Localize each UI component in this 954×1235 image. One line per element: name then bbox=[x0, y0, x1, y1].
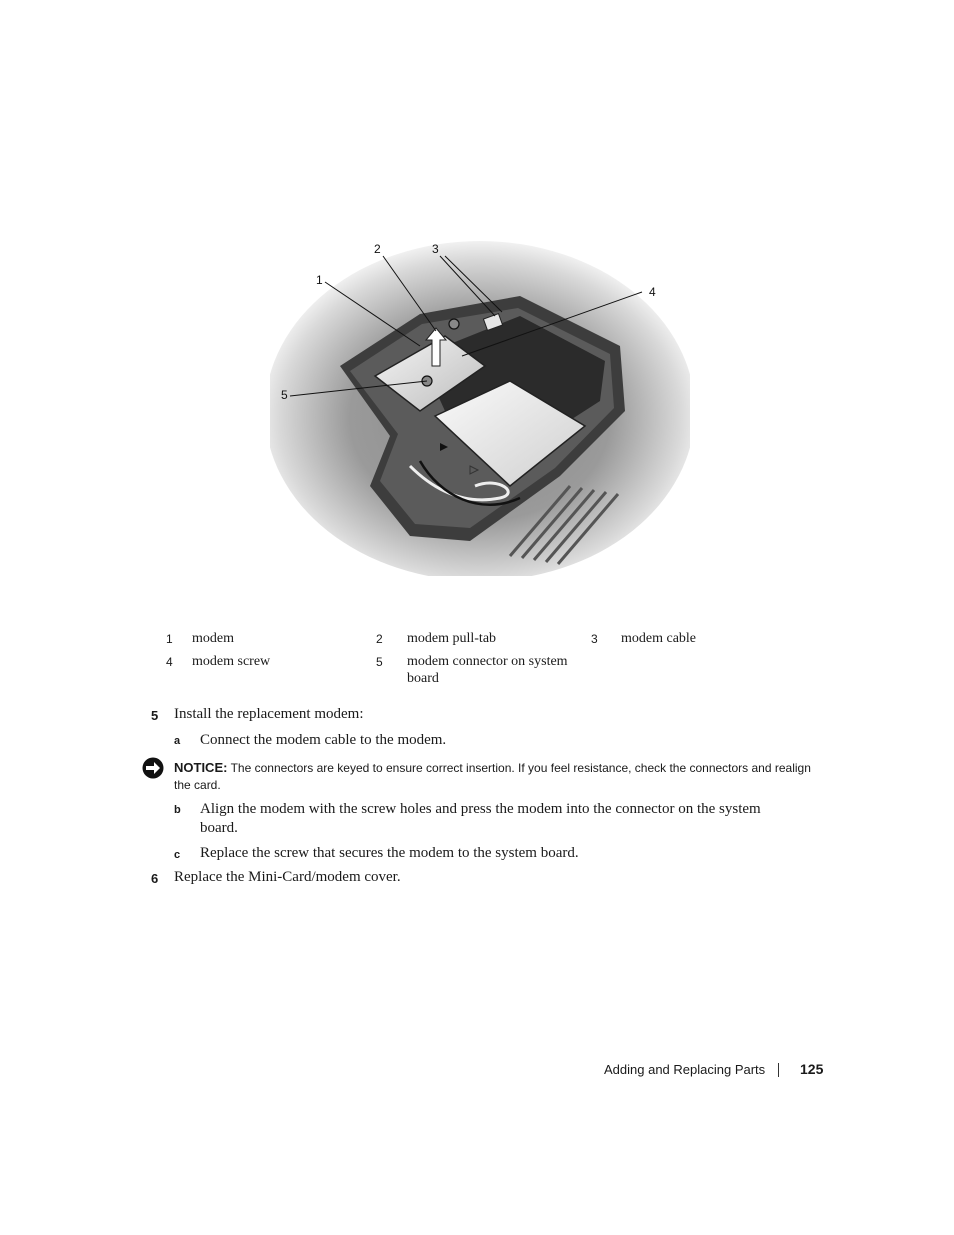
legend-num: 1 bbox=[166, 632, 173, 646]
legend-text: modem connector on system board bbox=[407, 654, 568, 686]
callout-1: 1 bbox=[316, 273, 323, 287]
substep-text: Connect the modem cable to the modem. bbox=[200, 732, 447, 748]
callout-5: 5 bbox=[281, 388, 288, 402]
callout-3: 3 bbox=[432, 242, 439, 256]
callout-4: 4 bbox=[649, 285, 656, 299]
substep-letter: b bbox=[174, 804, 181, 816]
legend-text: modem bbox=[192, 631, 234, 646]
step-text: Replace the Mini-Card/modem cover. bbox=[174, 869, 401, 885]
notice-icon bbox=[142, 757, 164, 779]
legend-num: 2 bbox=[376, 632, 383, 646]
modem-diagram bbox=[270, 236, 690, 576]
page-number: 125 bbox=[800, 1061, 824, 1077]
notice-block bbox=[174, 759, 814, 794]
legend-num: 5 bbox=[376, 655, 383, 669]
footer-divider bbox=[778, 1063, 779, 1077]
legend-num: 4 bbox=[166, 655, 173, 669]
substep-text: Replace the screw that secures the modem to the system board. bbox=[200, 845, 579, 861]
step-text: Install the replacement modem: bbox=[174, 706, 364, 722]
step-number: 6 bbox=[151, 871, 159, 886]
legend-text: modem screw bbox=[192, 654, 271, 669]
substep-letter: a bbox=[174, 735, 181, 747]
legend-text: modem pull-tab bbox=[407, 631, 497, 646]
substep-text: Align the modem with the screw holes and press the modem into the connector on the system board. bbox=[200, 801, 761, 836]
callout-2: 2 bbox=[374, 242, 381, 256]
notice-label: NOTICE: bbox=[174, 760, 228, 775]
step-number: 5 bbox=[151, 708, 159, 723]
modem-illustration bbox=[270, 236, 690, 576]
legend-text: modem cable bbox=[621, 631, 697, 646]
notice-body: The connectors are keyed to ensure correct insertion. If you feel resistance, check the connectors and realign the card. bbox=[174, 761, 811, 792]
substep-letter: c bbox=[174, 849, 181, 861]
footer-section-title: Adding and Replacing Parts bbox=[604, 1062, 766, 1077]
legend-num: 3 bbox=[591, 632, 598, 646]
